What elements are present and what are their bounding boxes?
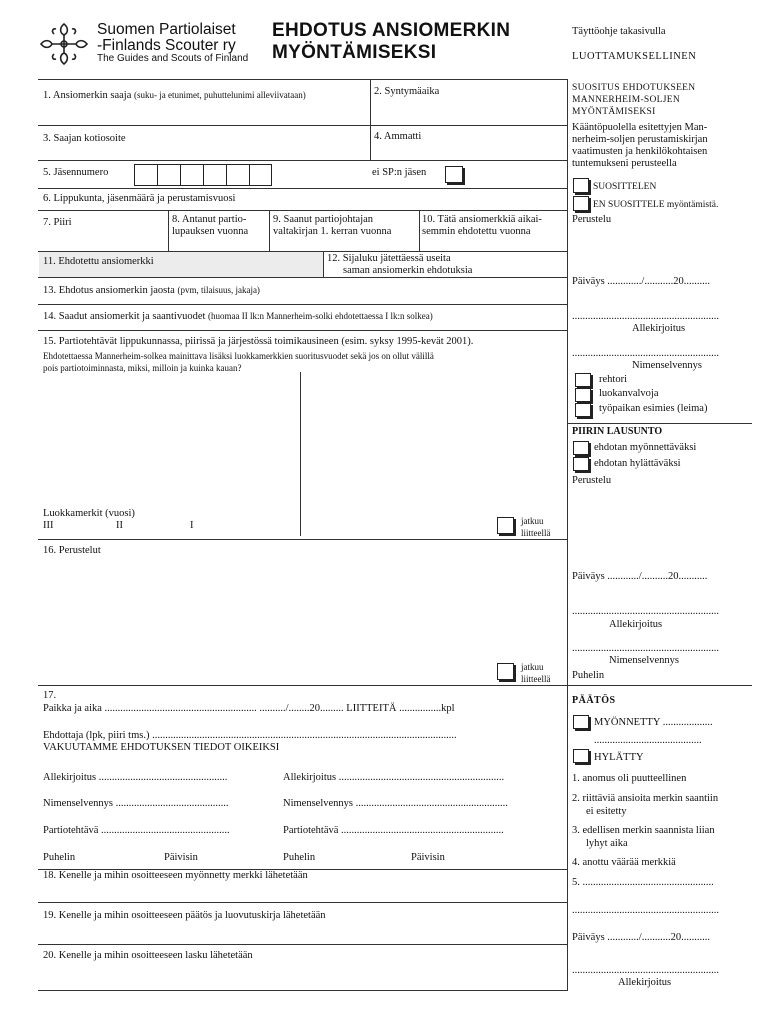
org-name-english: The Guides and Scouts of Finland: [97, 53, 249, 64]
field-19-decision-recipient-label: 19. Kenelle ja mihin osoitteeseen päätös ja luovutuskirja lähetetään: [43, 910, 326, 921]
not-recommend-checkbox[interactable]: [573, 196, 589, 211]
decision-date-line: Päiväys ............/...........20...........: [572, 932, 710, 943]
recommendation-name-dots: ........................................................: [572, 348, 719, 359]
recommendation-signature-dots: ........................................................: [572, 311, 719, 322]
district-name-dots: ........................................................: [572, 643, 719, 654]
recommendation-signature-label: Allekirjoitus: [632, 323, 686, 334]
field-1-recipient-label: 1. Ansiomerkin saaja (suku- ja etunimet, puhuttelunimi alleviivataan): [43, 90, 306, 101]
class-badges-label: Luokkamerkit (vuosi): [43, 508, 135, 519]
field-10-previous-label: 10. Tätä ansiomerkkiä aikai- semmin ehdotettu vuonna: [422, 214, 542, 237]
recommendation-text: Kääntöpuolella esitettyjen Man- nerheim-soljen perustamiskirjan vaatimusten ja henkilökohtaisen tuntemukseni perusteella: [572, 122, 708, 169]
scout-task-line-a: Partiotehtävä .................................................: [43, 825, 230, 836]
field-16-justification-label: 16. Perustelut: [43, 545, 101, 556]
district-date-line: Päiväys ............/..........20...........: [572, 571, 708, 582]
district-signature-label: Allekirjoitus: [609, 619, 663, 630]
field-4-occupation-label: 4. Ammatti: [374, 131, 422, 142]
recommendation-date-line: Päiväys ............./...........20..........: [572, 276, 710, 287]
name-clarification-line-b: Nimenselvennys ..........................................................: [283, 798, 508, 809]
field-20-invoice-recipient-label: 20. Kenelle ja mihin osoitteeseen lasku lähetetään: [43, 950, 253, 961]
field-2-birthdate-label: 2. Syntymäaika: [374, 86, 440, 97]
proposer-line: Ehdottaja (lpk, piiri tms.) ....................................................................................................................: [43, 730, 457, 741]
propose-grant-label: ehdotan myönnettäväksi: [594, 442, 697, 453]
employer-label: työpaikan esimies (leima): [599, 403, 708, 414]
confidential-label: LUOTTAMUKSELLINEN: [572, 51, 697, 62]
daytime-label-a: Päivisin: [164, 852, 198, 863]
recommendation-heading: SUOSITUS EHDOTUKSEEN MANNERHEIM-SOLJEN MYÖNTÄMISEKSI: [572, 83, 696, 117]
phone-label-a: Puhelin: [43, 852, 76, 863]
recommend-label: SUOSITTELEN: [593, 182, 657, 192]
rejection-reason-2a: 2. riittäviä ansioita merkin saantiin: [572, 793, 719, 804]
class-badge-ii: II: [116, 520, 123, 531]
rector-label: rehtori: [599, 374, 627, 385]
continues-attachment-checkbox-2[interactable]: [497, 663, 514, 680]
propose-reject-label: ehdotan hylättäväksi: [594, 458, 681, 469]
org-name-swedish: -Finlands Scouter ry: [97, 37, 236, 54]
propose-grant-checkbox[interactable]: [573, 441, 589, 455]
rector-checkbox[interactable]: [575, 373, 591, 387]
field-11-proposed-badge-label: 11. Ehdotettu ansiomerkki: [43, 256, 154, 267]
field-18-badge-recipient-label: 18. Kenelle ja mihin osoitteeseen myönnetty merkki lähetetään: [43, 870, 308, 881]
class-badge-i: I: [190, 520, 194, 531]
district-signature-dots: ........................................................: [572, 606, 719, 617]
scout-task-line-b: Partiotehtävä ..............................................................: [283, 825, 504, 836]
rejected-label: HYLÄTTY: [594, 752, 644, 763]
field-5-member-number-label: 5. Jäsennumero: [43, 167, 109, 178]
field-12-rank-label: 12. Sijaluku jätettäessä useita saman ansiomerkin ehdotuksia: [327, 253, 473, 276]
not-member-label: ei SP:n jäsen: [372, 167, 427, 178]
decision-dots: ........................................................: [572, 905, 719, 916]
rejection-reason-3a: 3. edellisen merkin saannista liian: [572, 825, 715, 836]
district-name-label: Nimenselvennys: [609, 655, 679, 666]
recommendation-name-label: Nimenselvennys: [632, 360, 702, 371]
rejection-reason-4: 4. anottu väärää merkkiä: [572, 857, 676, 868]
rejection-reason-5: 5. ..................................................: [572, 877, 714, 888]
field-8-promise-label: 8. Antanut partio- lupauksen vuonna: [172, 214, 249, 237]
continues-attachment-label-2: jatkuu liitteellä: [521, 662, 551, 684]
field-15-tasks-label: 15. Partiotehtävät lippukunnassa, piirissä ja järjestössä toimikausineen (esim. syksy 1995-kevät 2001).: [43, 336, 474, 347]
class-badge-iii: III: [43, 520, 54, 531]
not-recommend-label: EN SUOSITTELE myöntämistä.: [593, 200, 719, 210]
field-17-label: 17.: [43, 690, 57, 701]
recommend-checkbox[interactable]: [573, 178, 589, 193]
rejection-reason-1: 1. anomus oli puutteellinen: [572, 773, 687, 784]
field-13-distribution-label: 13. Ehdotus ansiomerkin jaosta (pvm, tilaisuus, jakaja): [43, 285, 260, 296]
not-member-checkbox[interactable]: [445, 166, 463, 183]
decision-signature-label: Allekirjoitus: [618, 977, 672, 988]
employer-checkbox[interactable]: [575, 403, 591, 417]
granted-dots: .........................................: [594, 735, 702, 746]
phone-label-b: Puhelin: [283, 852, 316, 863]
form-title-line1: EHDOTUS ANSIOMERKIN: [272, 20, 511, 41]
daytime-label-b: Päivisin: [411, 852, 445, 863]
name-clarification-line-a: Nimenselvennys ...........................................: [43, 798, 229, 809]
class-teacher-label: luokanvalvoja: [599, 388, 659, 399]
field-6-troop-label: 6. Lippukunta, jäsenmäärä ja perustamisvuosi: [43, 193, 236, 204]
propose-reject-checkbox[interactable]: [573, 457, 589, 471]
member-number-boxes[interactable]: [134, 164, 272, 186]
form-title-line2: MYÖNTÄMISEKSI: [272, 42, 437, 63]
field-14-received-badges-label: 14. Saadut ansiomerkit ja saantivuodet (huomaa II lk:n Mannerheim-solki ehdotettaessa I lk:n solkea): [43, 311, 433, 322]
certification-statement: VAKUUTAMME EHDOTUKSEN TIEDOT OIKEIKSI: [43, 742, 280, 753]
org-name-finnish: Suomen Partiolaiset: [97, 21, 236, 38]
rejection-reason-3b: lyhyt aika: [586, 838, 628, 849]
district-statement-heading: PIIRIN LAUSUNTO: [572, 426, 663, 437]
place-date-attachments-line: Paikka ja aika .......................................................... ........../........20......... LIITTEITÄ ................kpl: [43, 703, 455, 714]
district-phone-label: Puhelin: [572, 670, 605, 681]
class-teacher-checkbox[interactable]: [575, 388, 591, 402]
continues-attachment-label-1: jatkuu liitteellä: [521, 516, 551, 538]
field-3-address-label: 3. Saajan kotiosoite: [43, 133, 126, 144]
granted-label: MYÖNNETTY ...................: [594, 717, 713, 728]
field-7-district-label: 7. Piiri: [43, 217, 72, 228]
recommendation-reason-label: Perustelu: [572, 214, 612, 225]
decision-heading: PÄÄTÖS: [572, 695, 616, 706]
instructions-note: Täyttöohje takasivulla: [572, 26, 666, 37]
signature-line-b: Allekirjoitus ...............................................................: [283, 772, 505, 783]
decision-signature-dots: ........................................................: [572, 965, 719, 976]
signature-line-a: Allekirjoitus .................................................: [43, 772, 228, 783]
continues-attachment-checkbox-1[interactable]: [497, 517, 514, 534]
rejection-reason-2b: ei esitetty: [586, 806, 627, 817]
district-reason-label: Perustelu: [572, 475, 612, 486]
field-15-note-line2: pois partiotoiminnasta, miksi, milloin ja kuinka kauan?: [43, 363, 242, 373]
scout-emblem-logo: [36, 20, 92, 68]
field-15-note-line1: Ehdotettaessa Mannerheim-solkea mainittava lisäksi luokkamerkkien suoritusvuodet sekä jos on ollut välillä: [43, 351, 434, 361]
granted-checkbox[interactable]: [573, 715, 589, 729]
rejected-checkbox[interactable]: [573, 749, 589, 763]
field-9-warrant-label: 9. Saanut partiojohtajan valtakirjan 1. kerran vuonna: [273, 214, 392, 237]
